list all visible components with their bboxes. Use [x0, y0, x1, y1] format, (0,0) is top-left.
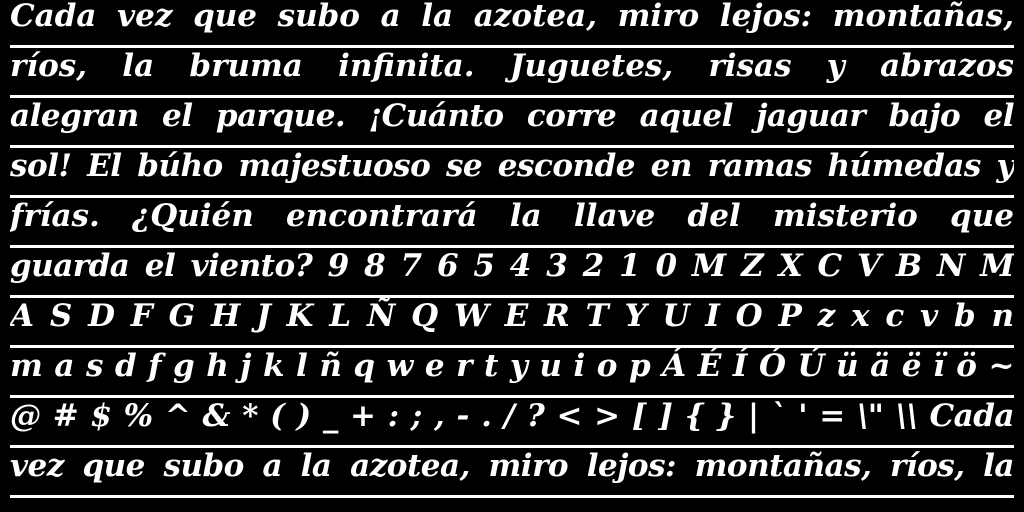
text-line-7: A S D F G H J K L Ñ Q W E R T Y U I O P z x c v b n [10, 298, 1014, 348]
text-line-6: guarda el viento? 9 8 7 6 5 4 3 2 1 0 M Z X C V B N M [10, 248, 1014, 298]
text-line-4: sol! El búho majestuoso se esconde en ramas húmedas y [10, 148, 1014, 198]
text-line-9: @ # $ % ^ & * ( ) _ + : ; , - . / ? < > [ ] { } | ` ' = \" \\ Cada [10, 398, 1014, 448]
text-line-1: Cada vez que subo a la azotea, miro lejos: montañas, [10, 0, 1014, 48]
text-line-5: frías. ¿Quién encontrará la llave del misterio que [10, 198, 1014, 248]
text-line-10: vez que subo a la azotea, miro lejos: montañas, ríos, la [10, 448, 1014, 498]
text-line-3: alegran el parque. ¡Cuánto corre aquel jaguar bajo el [10, 98, 1014, 148]
text-line-8: m a s d f g h j k l ñ q w e r t y u i o p Á É Í Ó Ú ü ä ë ï ö ~ [10, 348, 1014, 398]
text-line-2: ríos, la bruma infinita. Juguetes, risas y abrazos [10, 48, 1014, 98]
